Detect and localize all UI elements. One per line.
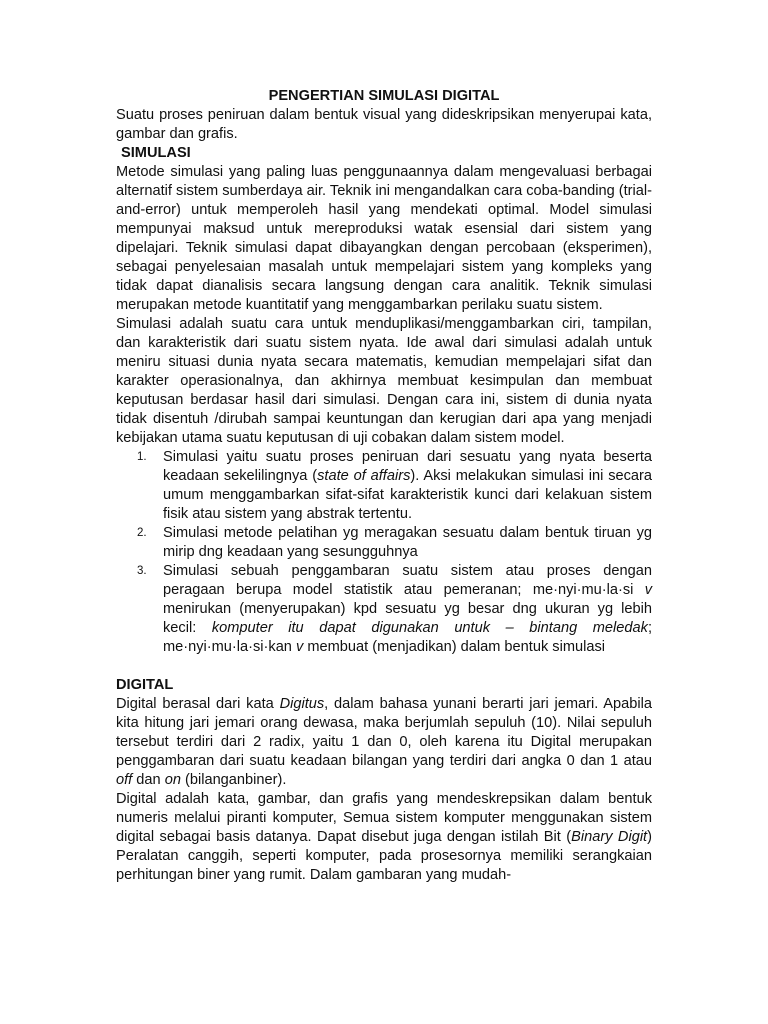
paragraph-text: , dalam bahasa yunani berarti jari jemari. Apabila kita hitung jari jemari orang dewasa, maka berjumlah sepuluh (10). Nilai sepuluh tersebut terdiri dari 2 radix, yaitu 1 dan 0, oleh karena itu Digital merupakan penggambaran dari suatu keadaan bilangan yang terdiri dari angka 0 dan 1 atau <box>116 696 652 769</box>
list-text: membuat (menjadikan) dalam bentuk simulasi <box>303 639 606 655</box>
list-text: ; me·nyi·mu·la·si·kan <box>163 620 652 655</box>
list-number: 1. <box>137 451 147 463</box>
paragraph-italic-text: Digitus <box>279 696 325 712</box>
list-item <box>116 524 652 562</box>
list-item <box>116 448 652 524</box>
list-text: ). Aksi melakukan simulasi ini secara umum menggambarkan sifat-sifat karakteristik kunci dari kelakuan sistem fisik atau sistem yang abstrak tertentu. <box>163 468 653 522</box>
simulasi-heading: SIMULASI <box>121 145 191 161</box>
list-text: Simulasi yaitu suatu proses peniruan dari sesuatu yang nyata beserta keadaan sekelilingnya ( <box>163 449 652 484</box>
blank-line <box>116 657 652 676</box>
definition-list <box>116 448 652 657</box>
simulasi-paragraph-1: Metode simulasi yang paling luas penggunaannya dalam mengevaluasi berbagai alternatif sistem sumberdaya air. Teknik ini mengandalkan cara coba-banding (trial-and-error) untuk memperoleh hasil yang mendekati optimal. Model simulasi mempunyai maksud untuk mereproduksi watak esensial dari sistem yang dipelajari. Teknik simulasi dapat dibayangkan dengan percobaan (eksperimen), sebagai penyelesaian masalah untuk mempelajari sistem yang kompleks yang tidak dapat dianalisis secara langsung dengan cara analitik. Teknik simulasi merupakan metode kuantitatif yang menggambarkan perilaku suatu sistem. <box>116 164 652 313</box>
list-italic-text: state of affairs <box>317 468 411 484</box>
digital-paragraph-1 <box>116 695 652 790</box>
list-text: menirukan (menyerupakan) kpd sesuatu yg besar dng ukuran yg lebih kecil: <box>163 601 652 636</box>
list-italic-text: v <box>295 639 304 655</box>
document-page <box>116 87 652 885</box>
paragraph-italic-text: on <box>164 772 181 788</box>
list-italic-text: v <box>644 582 652 598</box>
intro-paragraph: Suatu proses peniruan dalam bentuk visual yang dideskripsikan menyerupai kata, gambar dan grafis. <box>116 107 652 142</box>
paragraph-text: Digital adalah kata, gambar, dan grafis yang mendeskrepsikan dalam bentuk numeris melalui piranti komputer, Semua sistem komputer menggunakan sistem digital sebagai basis datanya. Dapat disebut juga dengan istilah Bit ( <box>116 791 652 845</box>
list-italic-text: komputer itu dapat digunakan untuk – bintang meledak <box>211 620 648 636</box>
simulasi-paragraph-2: Simulasi adalah suatu cara untuk menduplikasi/menggambarkan ciri, tampilan, dan karakteristik dari suatu sistem nyata. Ide awal dari simulasi adalah untuk meniru situasi dunia nyata secara matematis, kemudian mempelajari sifat dan karakter operasionalnya, dan akhirnya membuat kesimpulan dan membuat keputusan berdasar hasil dari simulasi. Dengan cara ini, sistem di dunia nyata tidak disentuh /dirubah sampai keuntungan dan kerugian dari apa yang menjadi kebijakan utama suatu keputusan di uji cobakan dalam sistem model. <box>116 316 652 446</box>
list-number: 3. <box>137 565 147 577</box>
paragraph-italic-text: Binary Digit <box>571 829 648 845</box>
digital-paragraph-2 <box>116 790 652 885</box>
paragraph-text: Digital berasal dari kata <box>116 696 280 712</box>
list-text: Simulasi metode pelatihan yg meragakan sesuatu dalam bentuk tiruan yg mirip dng keadaan yang sesungguhnya <box>163 525 652 560</box>
document-title: PENGERTIAN SIMULASI DIGITAL <box>268 88 500 104</box>
paragraph-text: (bilanganbiner). <box>180 772 287 788</box>
list-text: Simulasi sebuah penggambaran suatu sistem atau proses dengan peragaan berupa model statistik atau pemeranan; me·nyi·mu·la·si <box>163 563 652 598</box>
digital-heading: DIGITAL <box>116 677 174 693</box>
list-item <box>116 562 652 657</box>
paragraph-text: dan <box>132 772 165 788</box>
list-number: 2. <box>137 527 147 539</box>
paragraph-italic-text: off <box>116 772 133 788</box>
paragraph-text: ) Peralatan canggih, seperti komputer, pada prosesornya memiliki serangkaian perhitungan biner yang rumit. Dalam gambaran yang mudah- <box>116 829 652 883</box>
